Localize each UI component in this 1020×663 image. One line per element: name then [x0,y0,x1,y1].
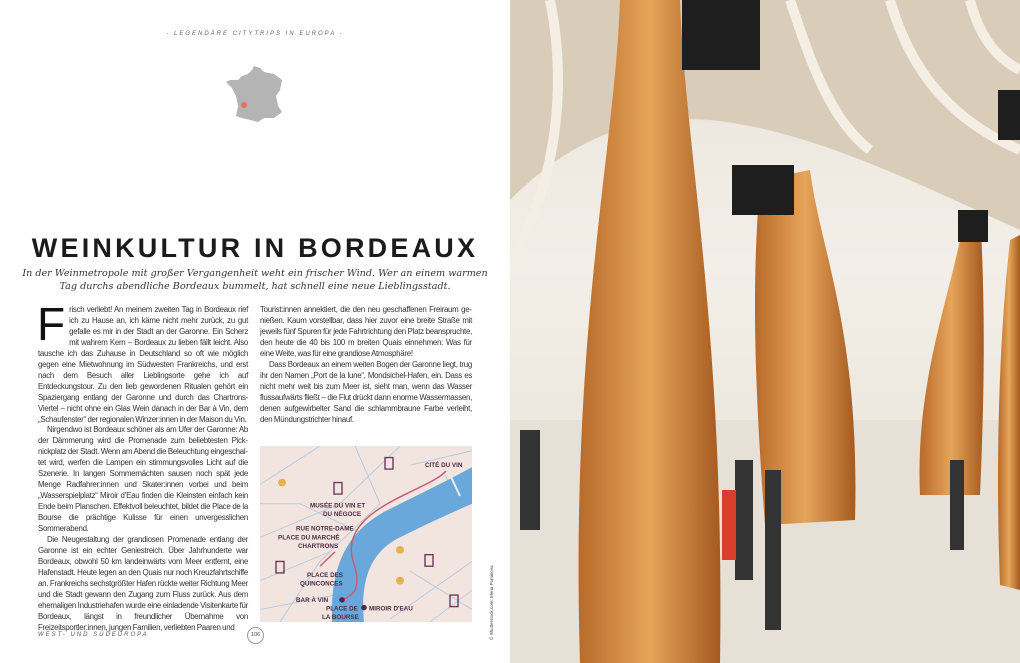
map-label-musee: DU NÉGOCE [323,511,362,519]
wine-museum-photo [510,0,1020,663]
text-column-1 [37,298,248,634]
map-label-quinconces: QUINCONCES [300,580,343,588]
map-label-miroir-d-eau: MIROIR D'EAU [369,605,413,613]
map-label-place-de-la-bourse: PLACE DE [326,605,358,613]
article-subtitle: In der Weinmetropole mit großer Vergangenheit weht ein frischer Wind. Wer an einem warmen Tag durchs abendliche Bordeaux bummelt, hat schnell eine neue Lieblingsstadt. [22,268,488,292]
text-column-2 [260,305,472,425]
map-label-place-du-marche: CHARTRONS [298,543,339,550]
map-label-bar-a-vin: BAR À VIN [296,596,329,604]
map-label-place-de-la-bourse: LA BOURSE [322,614,359,622]
map-label-cite-du-vin: CITÉ DU VIN [425,462,463,470]
series-kicker: - LEGENDÄRE CITYTRIPS IN EUROPA - [166,31,344,37]
paragraph: Die Neugestaltung der grandiosen Promenade entlang der Garonne ist ein echter Geniestreich. Über Jahrhunderte war Bordeaux, obwohl 50 km landeinwärts vom Meer entfernt, eine Hafenstadt. Heute legen an den Quais nur noch Kreuzfahrtschiffe an. Frankreichs sechstgrößter Hafen rückte weiter Richtung Meer und die Stadt gewann den Zugang zum Fluss zurück. Aus dem ehemaligen Industriehafen wurde eine einladende Visitenkarte für Bordeaux, längst in freundlicher Übernahme von Freizeitsportler:innen, jungen Familien, verliebten Paaren und [38,535,248,632]
bordeaux-marker [241,102,247,108]
map-label-musee: MUSÉE DU VIN ET [310,502,366,510]
paragraph: Dass Bordeaux an einem weiten Bogen der Garonne liegt, trug ihr den Namen „Port de la lune“, Mondsichel-Hafen, ein. Dass es nicht mehr weit bis zum Meer ist, sieht man, wenn das Wasser flussaufwärts fließt – die Flut drückt dann enorme Wassermassen, denen aufgewirbelter Sand die schlammbraune Farbe verleiht, den Mündungstrichter hinauf. [260,359,472,424]
map-label-quinconces: PLACE DES [307,571,344,579]
page-number: 106 [247,627,264,644]
map-label-place-du-marche: PLACE DU MARCHÉ [278,534,340,542]
section-footer: WEST- UND SÜDEUROPA [38,632,149,638]
paragraph: risch verliebt! An meinem zweiten Tag in Bordeaux rief ich zu Hause an, ich käme nicht mehr zurück, zu gut gefalle es mir in der Stadt an der Garonne. Ein Scherz mit wahrem Kern – Bordeaux zu lieben fällt leicht. Also tausche ich das Zuhause in Deutschland so oft wie möglich gegen eine Mietwohnung im Südwesten Frankreichs, und erst nach dem Besuch aller Lieblingsorte gehe ich auf Entdeckungstour. Zu den lieb gewordenen Ritualen gehört ein Spaziergang entlang der Garonne und durch das Chartrons-Viertel – nicht ohne ein Glas Wein danach in der Bar à Vin, dem „Schaufenster“ der regionalen Winzer:innen in der Maison du Vin. [38,305,248,424]
article-title: WEINKULTUR IN BORDEAUX [31,233,479,263]
photo-credit: © Shutterstock.com: Elena Pominova [489,565,494,640]
bordeaux-route-map [260,446,472,622]
paragraph: Tourist:innen annektiert, die den neu geschaffenen Freiraum genießen. Kaum vorstellbar, dass hier zuvor eine breite Straße mit jeweils fünf Spuren für jede Fahrtrichtung den Platz beanspruchte, den heute die 40 bis 100 m breiten Quais einnehmen: Was für eine Weite, was für eine grandiose Atmosphäre! [260,305,472,358]
paragraph: Nirgendwo ist Bordeaux schöner als am Ufer der Garonne: Ab der Dämmerung wird die Promenade zum beliebtesten Picknickplatz der Stadt. Wenn am Abend die Beleuchtung eingeschaltet wird, werfen die Lampen ein stimmungsvolles Licht auf die Szenerie. In langen Sommernächten sausen noch spät jede Menge Radfahrer:innen und Skater:innen vorbei und beim „Wasserspielplatz“ Miroir d’Eau finden die Kleinsten einfach kein Ende beim Planschen. Effektvoll beleuchtet, bildet die Place de la Bourse die prächtige Kulisse für einen unvergesslichen Sommerabend. [38,425,248,534]
photo-illustration [510,0,1020,663]
drop-cap: F [37,298,66,350]
map-label-rue-notre-dame: RUE NOTRE-DAME [296,525,354,533]
france-locator-map [224,62,286,124]
